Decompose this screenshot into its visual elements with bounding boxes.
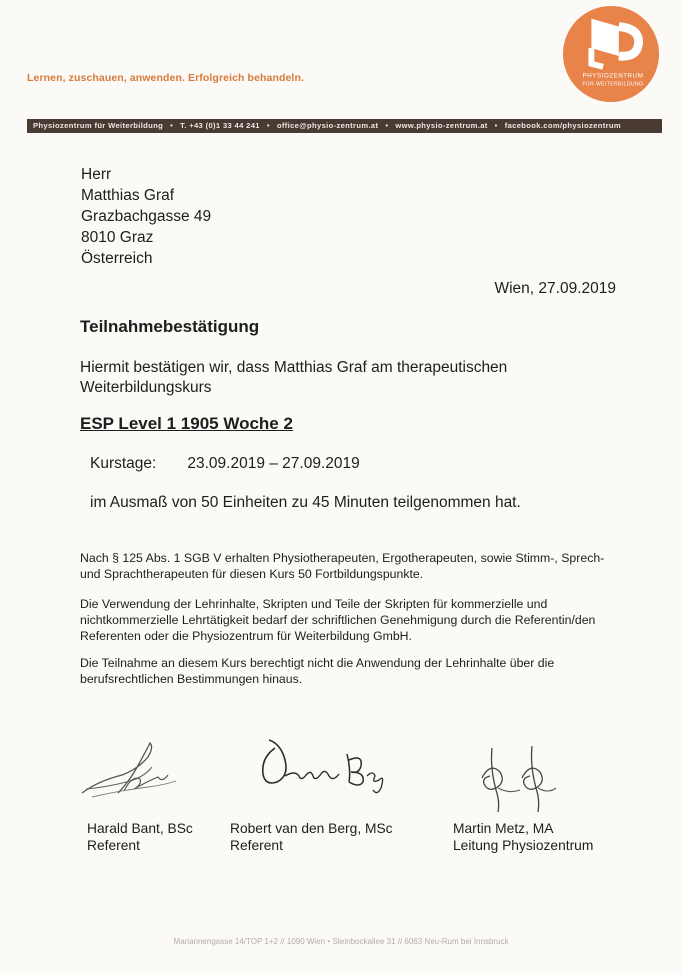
contact-bar	[27, 119, 662, 133]
signatory-name: Harald Bant, BSc	[87, 821, 193, 836]
signatory-role: Referent	[87, 838, 140, 853]
physiozentrum-logo	[562, 5, 660, 103]
recipient-address	[81, 164, 211, 269]
recipient-street: Grazbachgasse 49	[81, 208, 212, 225]
signatory-role: Referent	[230, 838, 283, 853]
paragraph-disclaimer: Die Teilnahme an diesem Kurs berechtigt nicht die Anwendung der Lehrinhalte über die berufsrechtlichen Bestimmungen hinaus.	[80, 656, 555, 686]
signatory-2	[230, 820, 393, 854]
course-title: ESP Level 1 1905 Woche 2	[80, 414, 293, 433]
contact-website: www.physio-zentrum.at	[395, 121, 488, 130]
contact-separator: •	[494, 121, 498, 130]
contact-facebook: facebook.com/physiozentrum	[504, 121, 621, 130]
contact-separator: •	[266, 121, 270, 130]
signature-harald-bant	[78, 735, 188, 805]
paragraph-credit-points: Nach § 125 Abs. 1 SGB V erhalten Physiotherapeuten, Ergotherapeuten, sowie Stimm-, Sprech- und Sprachtherapeuten für diesen Kurs 50 Fortbildungspunkte.	[80, 551, 605, 581]
signatory-name: Robert van den Berg, MSc	[230, 821, 393, 836]
signature-robert-van-den-berg	[255, 730, 395, 800]
course-days-value: 23.09.2019 – 27.09.2019	[187, 455, 360, 472]
signatory-1	[87, 820, 193, 854]
paragraph-usage-rights: Die Verwendung der Lehrinhalte, Skripten und Teile der Skripten für kommerzielle und nichtkommerzielle Lehrtätigkeit bedarf der schriftlichen Genehmigung durch die Referentin/den Referenten oder die Physiozentrum für Weiterbildung GmbH.	[80, 597, 596, 643]
tagline: Lernen, zuschauen, anwenden. Erfolgreich behandeln.	[27, 72, 304, 84]
contact-separator: •	[170, 121, 174, 130]
recipient-country: Österreich	[81, 250, 153, 267]
recipient-name: Matthias Graf	[81, 187, 175, 204]
contact-email: office@physio-zentrum.at	[276, 121, 379, 130]
logo-text-line1: PHYSIOZENTRUM	[582, 72, 644, 80]
signatory-3	[453, 820, 593, 854]
letter-subject: Teilnahmebestätigung	[80, 317, 260, 336]
course-days	[90, 455, 360, 473]
course-days-label: Kurstage:	[90, 455, 157, 472]
footer-addresses: Mariannengasse 14/TOP 1+2 // 1090 Wien • Steinbockallee 31 // 6063 Neu-Rum bei Innsbruck	[173, 937, 509, 946]
signatory-name: Martin Metz, MA	[453, 821, 554, 836]
intro-text: Hiermit bestätigen wir, dass Matthias Graf am therapeutischen Weiterbildungskurs	[80, 359, 508, 396]
logo-text-line2: FÜR WEITERBILDUNG	[582, 81, 644, 88]
contact-phone: T. +43 (0)1 33 44 241	[180, 121, 260, 130]
recipient-salutation: Herr	[81, 166, 112, 183]
letter-date: Wien, 27.09.2019	[494, 280, 616, 297]
contact-separator: •	[385, 121, 389, 130]
signature-martin-metz	[470, 738, 565, 816]
signatory-role: Leitung Physiozentrum	[453, 838, 594, 853]
contact-org: Physiozentrum für Weiterbildung	[33, 121, 164, 130]
participation-extent: im Ausmaß von 50 Einheiten zu 45 Minuten teilgenommen hat.	[90, 494, 521, 511]
recipient-city: 8010 Graz	[81, 229, 154, 246]
